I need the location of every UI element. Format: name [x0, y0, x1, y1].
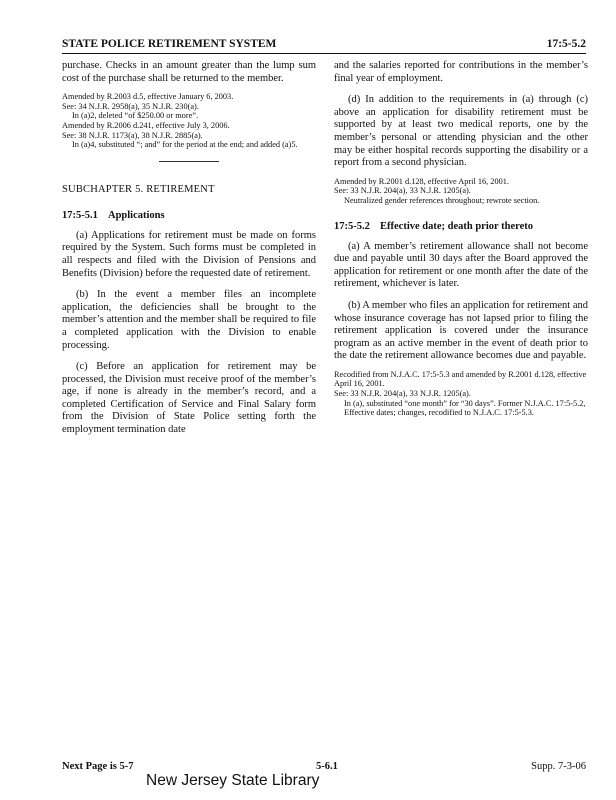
section-title: Effective date; death prior thereto	[380, 220, 533, 232]
history-line: See: 33 N.J.R. 204(a), 33 N.J.R. 1205(a).	[334, 389, 471, 399]
paragraph-d: (d) In addition to the requirements in (a) through (c) above an application for disability retirement must be supported by at least two medical reports, one by the member’s personal or attending physician and the other may be either hospital records supporting the disability or a report from a second physician.	[334, 94, 588, 169]
paragraph-c: (c) Before an application for retirement may be processed, the Division must receive proof of the member’s age, if none is already in the member’s record, and a completed Certification of Service and Final Salary form from the Division of State Police setting forth the employment termination date	[62, 361, 316, 436]
paragraph-b: (b) A member who files an application for retirement and whose insurance coverage has not lapsed prior to filing the retirement application is covered under the insurance program as an active member in the event of death prior to the date the retirement allowance becomes due and payable.	[334, 299, 588, 362]
page-number: 5-6.1	[316, 761, 338, 772]
header-rule	[62, 53, 586, 54]
history-line: In (a), substituted “one month” for “30 days”. Former N.J.A.C. 17:5-5.2, Effective dates; changes, recodified to N.J.A.C. 17:5-5.3.	[344, 398, 586, 418]
history-line: Recodified from N.J.A.C. 17:5-5.3 and amended by R.2001 d.128, effective April 16, 2001.	[334, 369, 587, 389]
header-section-range: 17:5-5.2	[546, 38, 586, 50]
history-note	[62, 92, 316, 150]
running-header	[62, 38, 586, 52]
history-line: In (a)2, deleted “of $250.00 or more”.	[72, 111, 199, 121]
library-stamp: New Jersey State Library	[146, 772, 320, 789]
history-line: In (a)4, substituted “; and” for the period at the end; and added (a)5.	[72, 140, 298, 150]
history-note	[334, 177, 588, 206]
page-footer	[62, 761, 586, 775]
history-line: Neutralized gender references throughout; rewrote section.	[344, 195, 540, 205]
section-number: 17:5-5.1	[62, 209, 98, 221]
right-column	[334, 60, 588, 418]
history-note	[334, 370, 588, 418]
carryover-text: and the salaries reported for contributions in the member’s final year of employment.	[334, 60, 588, 84]
left-column	[62, 60, 316, 437]
section-divider	[159, 161, 219, 162]
paragraph-a: (a) A member’s retirement allowance shall not become due and payable until 30 days after the Board approved the application for retirement or one month after the date of the retirement, whichever is later.	[334, 240, 588, 290]
history-line: See: 38 N.J.R. 1173(a), 38 N.J.R. 2885(a).	[62, 130, 203, 140]
supplement-date: Supp. 7-3-06	[531, 761, 586, 772]
history-line: See: 33 N.J.R. 204(a), 33 N.J.R. 1205(a).	[334, 186, 471, 196]
history-line: See: 34 N.J.R. 2958(a), 35 N.J.R. 230(a).	[62, 101, 199, 111]
history-line: Amended by R.2003 d.5, effective January 6, 2003.	[62, 92, 234, 102]
next-page-note: Next Page is 5-7	[62, 761, 134, 772]
paragraph-b: (b) In the event a member files an incomplete application, the deficiencies shall be brought to the member’s attention and the member shall be required to file a completed application with the Division to enable processing.	[62, 289, 316, 351]
history-line: Amended by R.2006 d.241, effective July 3, 2006.	[62, 120, 230, 130]
subchapter-heading: SUBCHAPTER 5. RETIREMENT	[62, 183, 215, 195]
section-number: 17:5-5.2	[334, 220, 370, 232]
section-heading	[62, 210, 316, 221]
paragraph-a: (a) Applications for retirement must be made on forms required by the System. Such forms must be completed in all respects and filed with the Division of Pensions and Benefits (Division) before the requested date of retirement.	[62, 229, 316, 279]
history-line: Amended by R.2001 d.128, effective April 16, 2001.	[334, 176, 509, 186]
header-title: STATE POLICE RETIREMENT SYSTEM	[62, 38, 277, 50]
carryover-text: purchase. Checks in an amount greater than the lump sum cost of the purchase shall be returned to the member.	[62, 60, 316, 84]
section-title: Applications	[108, 209, 165, 221]
section-heading	[334, 221, 588, 232]
